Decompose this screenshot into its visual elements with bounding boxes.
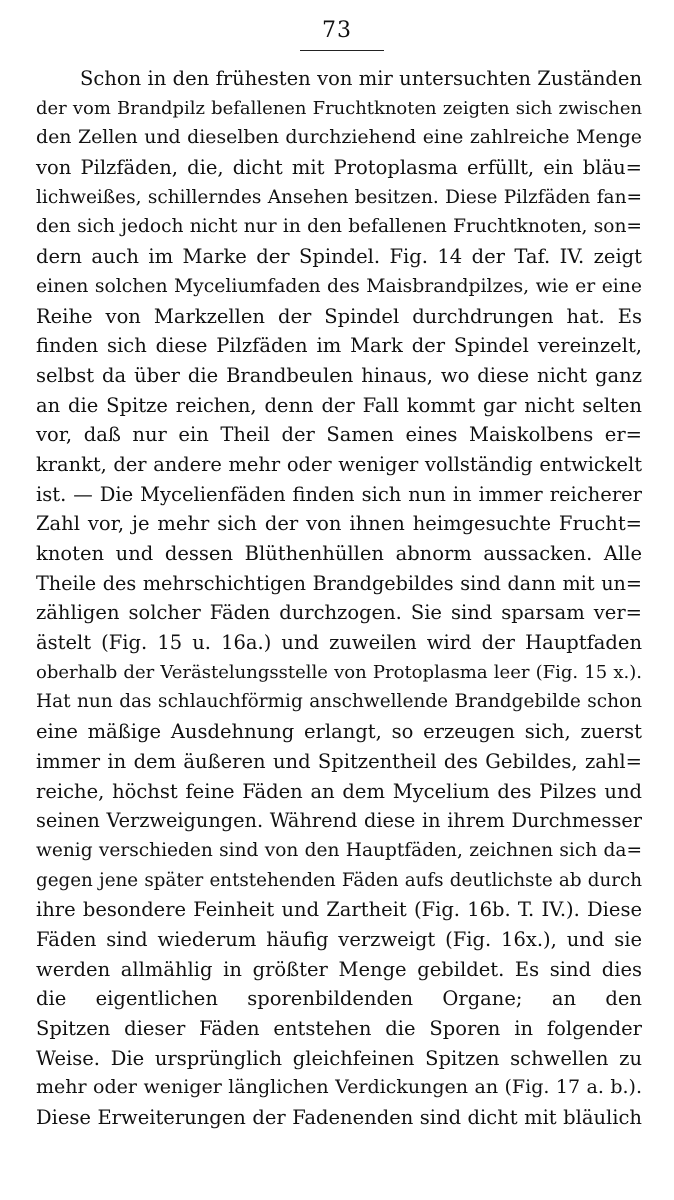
text-line: ästelt (Fig. 15 u. 16a.) und zuweilen wird der Hauptfaden	[36, 631, 642, 655]
header-rule	[300, 50, 384, 51]
text-line: selbst da über die Brandbeulen hinaus, wo diese nicht ganz	[36, 363, 642, 387]
text-line: dern auch im Marke der Spindel. Fig. 14 der Taf. IV. zeigt	[36, 245, 642, 269]
body-text	[36, 64, 642, 1133]
text-line: Reihe von Markzellen der Spindel durchdrungen hat. Es	[36, 304, 642, 328]
text-line: krankt, der andere mehr oder weniger vollständig entwickelt	[36, 452, 642, 476]
text-line: an die Spitze reichen, denn der Fall kommt gar nicht selten	[36, 393, 642, 417]
text-line: vor, daß nur ein Theil der Samen eines Maiskolbens er=	[36, 423, 642, 447]
text-line: gegen jene später entstehenden Fäden aufs deutlichste ab durch	[36, 869, 642, 891]
text-line: Hat nun das schlauchförmig anschwellende Brandgebilde schon	[36, 691, 642, 713]
text-line: Weise. Die ursprünglich gleichfeinen Spitzen schwellen zu	[36, 1046, 642, 1070]
text-line: eine mäßige Ausdehnung erlangt, so erzeugen sich, zuerst	[36, 720, 642, 744]
text-line: wenig verschieden sind von den Hauptfäden, zeichnen sich da=	[36, 839, 642, 861]
text-line: lichweißes, schillerndes Ansehen besitzen. Diese Pilzfäden fan=	[36, 186, 642, 208]
text-line: ihre besondere Feinheit und Zartheit (Fig. 16b. T. IV.). Diese	[36, 898, 642, 922]
text-line: von Pilzfäden, die, dicht mit Protoplasma erfüllt, ein bläu=	[36, 156, 642, 180]
text-line: mehr oder weniger länglichen Verdickungen an (Fig. 17 a. b.).	[36, 1076, 642, 1099]
text-line: Schon in den frühesten von mir untersuchten Zuständen	[80, 67, 642, 90]
text-line: oberhalb der Verästelungsstelle von Protoplasma leer (Fig. 15 x.).	[36, 661, 642, 683]
text-line: zähligen solcher Fäden durchzogen. Sie sind sparsam ver=	[36, 601, 642, 625]
text-line: finden sich diese Pilzfäden im Mark der Spindel vereinzelt,	[36, 334, 642, 358]
text-line: werden allmählig in größter Menge gebildet. Es sind dies	[36, 957, 642, 981]
text-line: Fäden sind wiederum häufig verzweigt (Fig. 16x.), und sie	[36, 927, 642, 951]
text-line: der vom Brandpilz befallenen Fruchtknoten zeigten sich zwischen	[36, 97, 642, 119]
text-line: den Zellen und dieselben durchziehend eine zahlreiche Menge	[36, 126, 642, 149]
text-line: die eigentlichen sporenbildenden Organe; an den	[36, 987, 642, 1011]
text-line: immer in dem äußeren und Spitzentheil des Gebildes, zahl=	[36, 749, 642, 773]
text-line: knoten und dessen Blüthenhüllen abnorm aussacken. Alle	[36, 542, 642, 565]
text-line: Diese Erweiterungen der Fadenenden sind dicht mit bläulich	[36, 1106, 642, 1130]
text-line: reiche, höchst feine Fäden an dem Mycelium des Pilzes und	[36, 779, 642, 803]
text-line: seinen Verzweigungen. Während diese in ihrem Durchmesser	[36, 809, 642, 833]
text-line: ist. — Die Mycelienfäden finden sich nun in immer reicherer	[36, 482, 642, 506]
text-line: Spitzen dieser Fäden entstehen die Sporen in folgender	[36, 1017, 642, 1040]
text-line: Zahl vor, je mehr sich der von ihnen heimgesuchte Frucht=	[36, 512, 642, 536]
page-number: 73	[322, 18, 352, 43]
text-line: einen solchen Myceliumfaden des Maisbrandpilzes, wie er eine	[36, 275, 642, 297]
text-line: den sich jedoch nicht nur in den befallenen Fruchtknoten, son=	[36, 216, 642, 238]
text-line: Theile des mehrschichtigen Brandgebildes sind dann mit un=	[36, 571, 642, 595]
